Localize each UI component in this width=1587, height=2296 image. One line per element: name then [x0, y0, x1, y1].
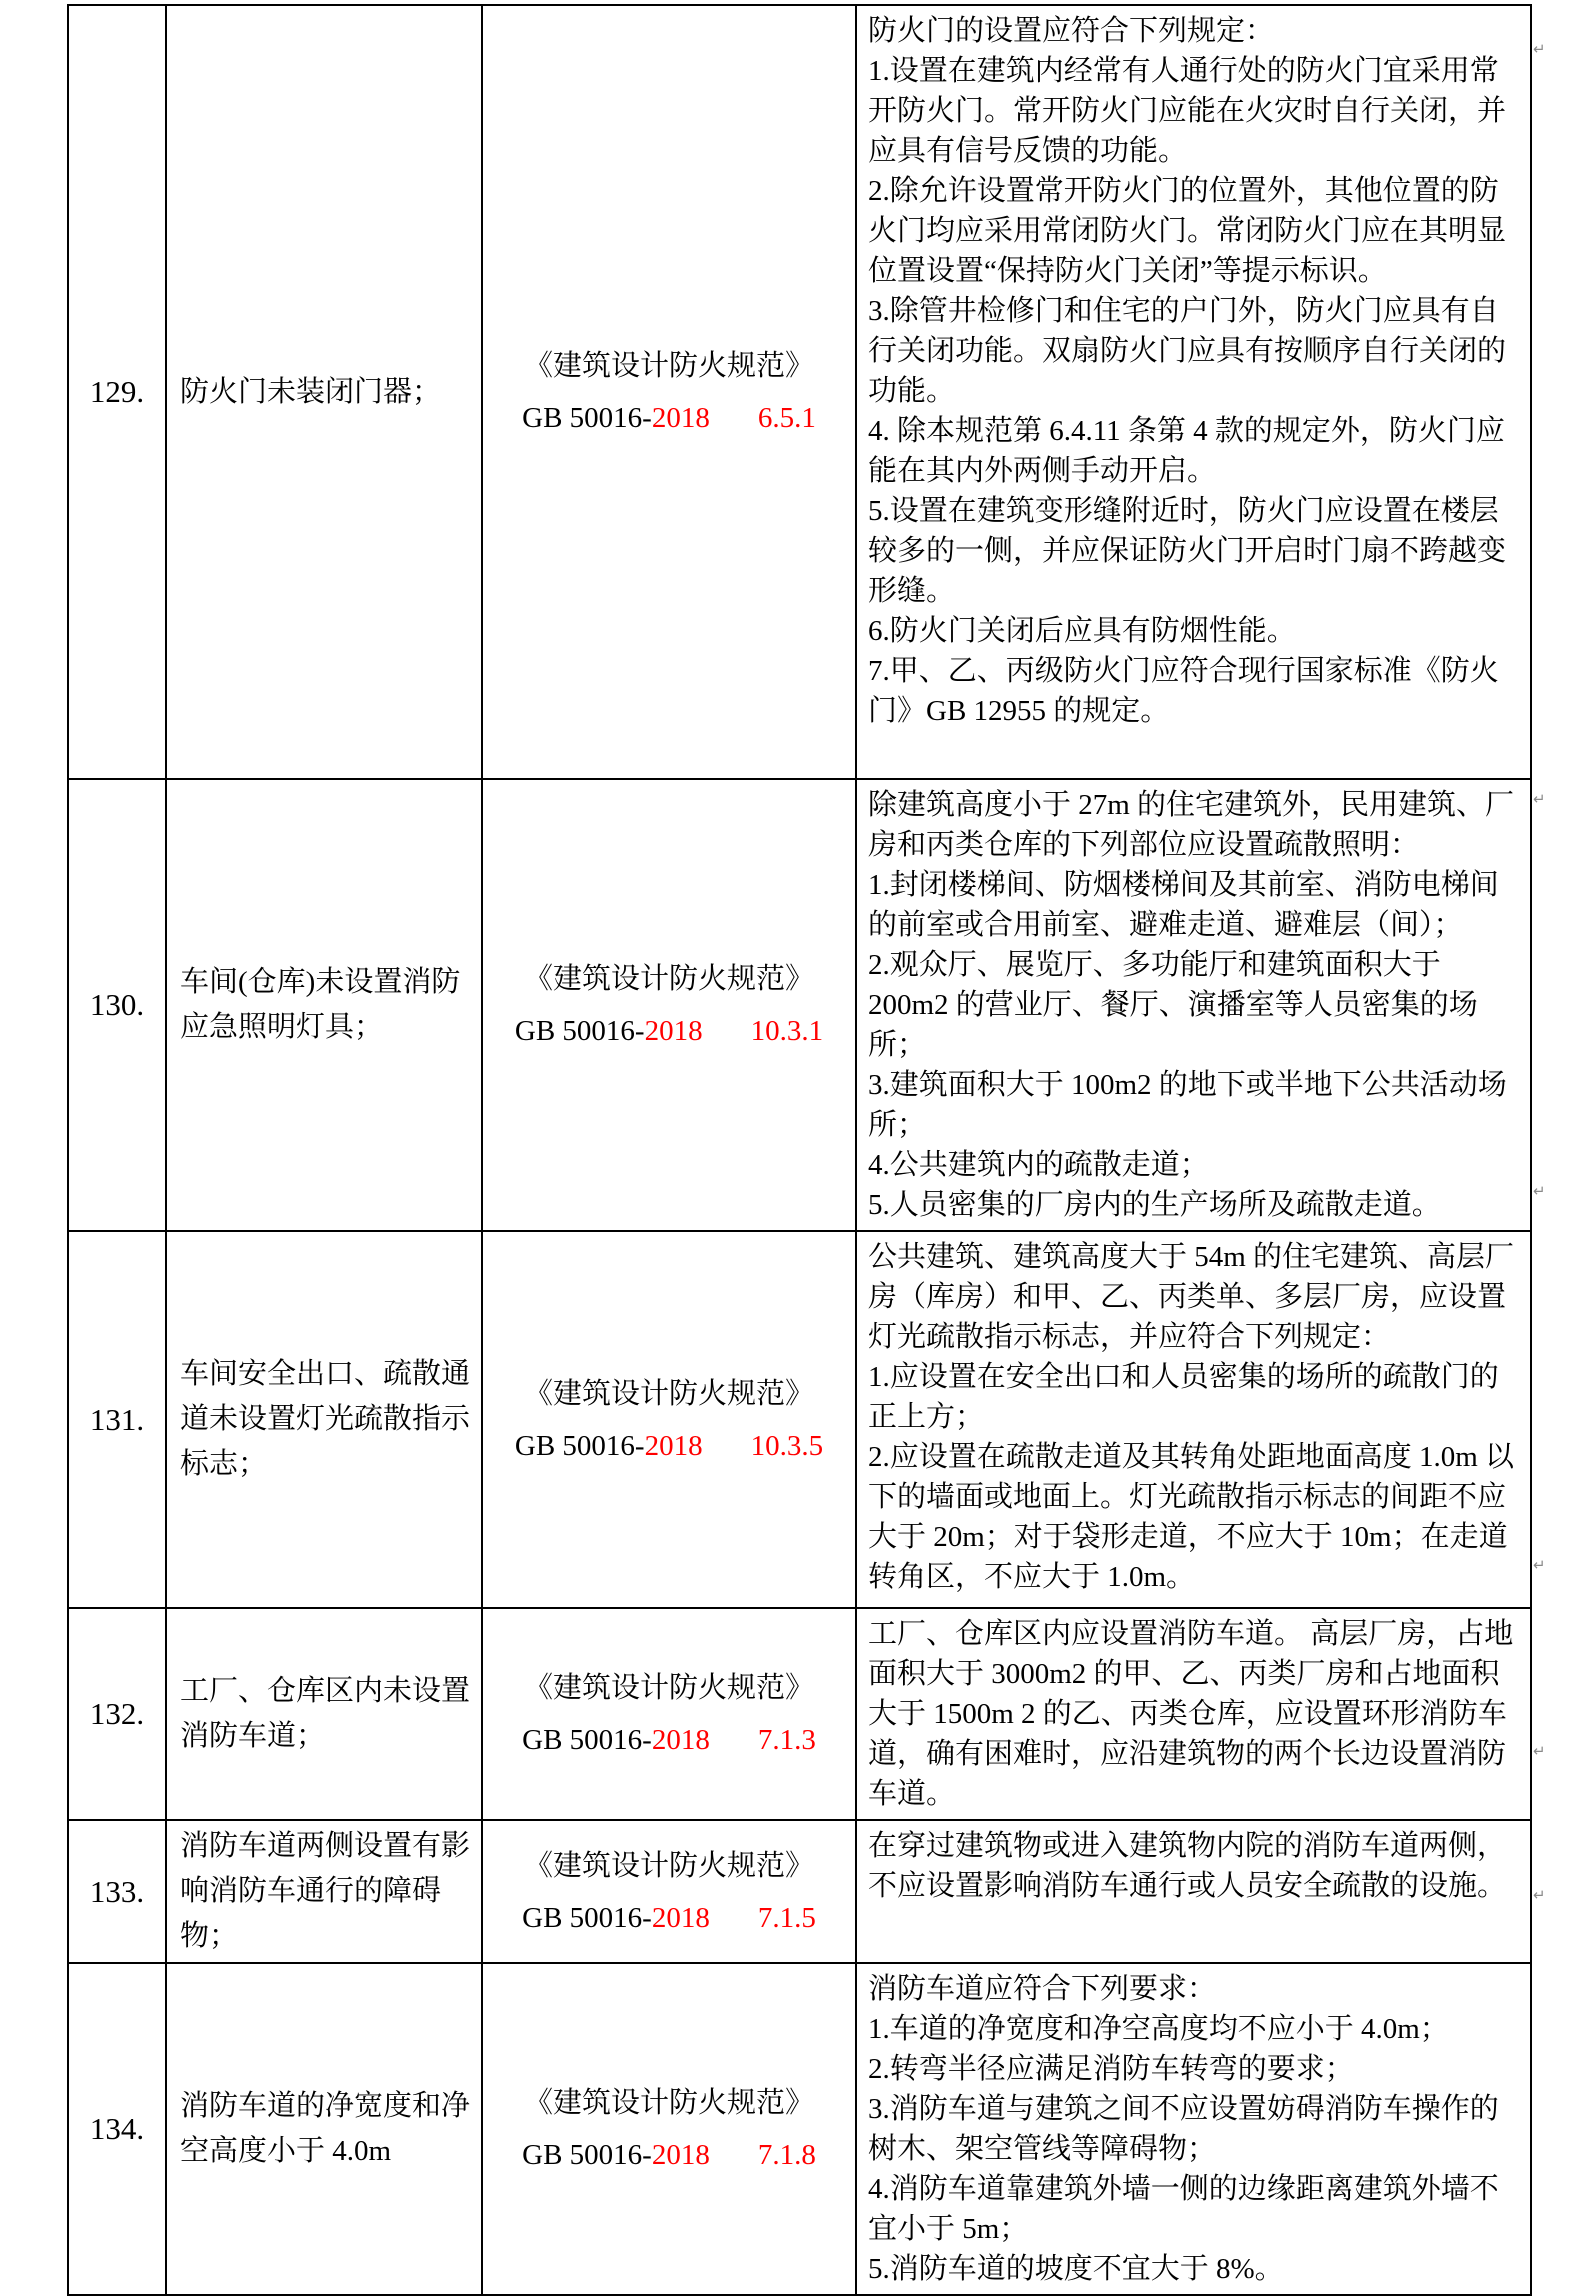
violation-description: 工厂、仓库区内未设置消防车道； — [180, 1675, 471, 1752]
row-number-cell — [69, 1821, 167, 1964]
table-row — [69, 1609, 1532, 1821]
standard-clause: 10.3.5 — [750, 1429, 824, 1462]
violation-description-cell — [167, 1821, 483, 1964]
violations-table — [67, 4, 1532, 2296]
paragraph-mark-icon: ↵ — [1533, 1556, 1546, 1574]
details-paragraph: 3.建筑面积大于 100m2 的地下或半地下公共活动场所； — [868, 1069, 1507, 1141]
standard-reference-cell — [483, 1609, 857, 1821]
standard-code-number: GB 50016- — [514, 1429, 645, 1462]
violation-description-cell — [167, 6, 483, 780]
row-number-cell — [69, 780, 167, 1232]
standard-code-year: 2018 — [651, 2139, 710, 2171]
row-number: 134. — [89, 2111, 145, 2146]
standard-title: 《建筑设计防火规范》 — [523, 1849, 814, 1882]
requirement-details-cell — [857, 1964, 1532, 2296]
violation-description-cell — [167, 780, 483, 1232]
details-paragraph: 2.转弯半径应满足消防车转弯的要求； — [868, 2053, 1354, 2085]
details-paragraph: 消防车道应符合下列要求： — [868, 1973, 1217, 2005]
violation-description: 消防车道的净宽度和净空高度小于 4.0m — [180, 2090, 471, 2167]
violation-description: 消防车道两侧设置有影响消防车通行的障碍物； — [180, 1830, 471, 1952]
details-paragraph: 1.设置在建筑内经常有人通行处的防火门宜采用常开防火门。常开防火门应能在火灾时自行关闭，并应具有信号反馈的功能。 — [868, 55, 1507, 167]
violation-description: 车间(仓库)未设置消防应急照明灯具； — [180, 966, 461, 1043]
standard-code-year: 2018 — [651, 1724, 710, 1756]
row-number-cell — [69, 6, 167, 780]
details-paragraph: 1.车道的净宽度和净空高度均不应小于 4.0m； — [868, 2013, 1449, 2045]
details-paragraph: 6.防火门关闭后应具有防烟性能。 — [868, 615, 1296, 647]
paragraph-mark-icon: ↵ — [1533, 40, 1546, 58]
standard-clause: 10.3.1 — [750, 1015, 824, 1047]
standard-title: 《建筑设计防火规范》 — [523, 350, 814, 382]
violation-description-cell — [167, 1964, 483, 2296]
paragraph-mark-icon: ↵ — [1533, 790, 1546, 808]
row-number-cell — [69, 1609, 167, 1821]
requirement-details-cell — [857, 6, 1532, 780]
details-paragraph: 3.消防车道与建筑之间不应设置妨碍消防车操作的树木、架空管线等障碍物； — [868, 2093, 1499, 2165]
table-row — [69, 1964, 1532, 2296]
standard-reference-cell — [483, 1964, 857, 2296]
standard-code-year: 2018 — [644, 1429, 703, 1462]
row-number-cell — [69, 1232, 167, 1609]
standard-clause: 7.1.3 — [757, 1724, 816, 1756]
standard-code — [515, 1005, 823, 1057]
details-paragraph: 2.应设置在疏散走道及其转角处距地面高度 1.0m 以下的墙面或地面上。灯光疏散指示标志的间距不应大于 20m；对于袋形走道，不应大于 10m；在走道转角区，不应大于 1.0m。 — [868, 1441, 1515, 1593]
standard-code — [522, 392, 816, 444]
table-row — [69, 780, 1532, 1232]
details-paragraph: 4.消防车道靠建筑外墙一侧的边缘距离建筑外墙不宜小于 5m； — [868, 2173, 1499, 2245]
standard-clause: 6.5.1 — [757, 402, 816, 434]
standard-reference-cell — [483, 780, 857, 1232]
standard-code — [522, 1714, 816, 1766]
standard-title: 《建筑设计防火规范》 — [523, 963, 814, 995]
standard-code-number: GB 50016- — [514, 1015, 645, 1047]
standard-clause: 7.1.5 — [757, 1901, 816, 1934]
violation-description-cell — [167, 1609, 483, 1821]
row-number: 130. — [89, 987, 145, 1022]
standard-code-number: GB 50016- — [522, 2139, 652, 2171]
table-row — [69, 1821, 1532, 1964]
details-paragraph: 5.消防车道的坡度不宜大于 8%。 — [868, 2253, 1284, 2285]
standard-code-year: 2018 — [651, 402, 710, 434]
standard-reference-cell — [483, 1821, 857, 1964]
requirement-details-cell — [857, 1232, 1532, 1609]
standard-code — [522, 1892, 816, 1944]
details-paragraph: 2.除允许设置常开防火门的位置外，其他位置的防火门均应采用常闭防火门。常闭防火门应在其明显位置设置“保持防火门关闭”等提示标识。 — [868, 175, 1507, 287]
paragraph-mark-icon: ↵ — [1533, 1886, 1546, 1904]
row-number: 133. — [89, 1873, 145, 1909]
standard-title: 《建筑设计防火规范》 — [523, 2087, 814, 2119]
details-paragraph: 除建筑高度小于 27m 的住宅建筑外，民用建筑、厂房和丙类仓库的下列部位应设置疏散照明： — [868, 789, 1515, 861]
standard-code-year: 2018 — [644, 1015, 703, 1047]
paragraph-mark-icon: ↵ — [1533, 1742, 1546, 1760]
standard-code — [522, 2129, 816, 2181]
details-paragraph: 公共建筑、建筑高度大于 54m 的住宅建筑、高层厂房（库房）和甲、乙、丙类单、多层厂房，应设置灯光疏散指示标志，并应符合下列规定： — [868, 1241, 1515, 1353]
requirement-details-cell — [857, 1609, 1532, 1821]
violation-description: 车间安全出口、疏散通道未设置灯光疏散指示标志； — [180, 1358, 471, 1480]
row-number: 131. — [89, 1401, 145, 1437]
standard-code-year: 2018 — [651, 1901, 710, 1934]
standard-code-number: GB 50016- — [522, 1724, 652, 1756]
standard-title: 《建筑设计防火规范》 — [523, 1377, 814, 1410]
standard-code-number: GB 50016- — [522, 402, 652, 434]
details-paragraph: 4. 除本规范第 6.4.11 条第 4 款的规定外，防火门应能在其内外两侧手动开启。 — [868, 415, 1505, 487]
row-number: 132. — [89, 1696, 145, 1731]
details-paragraph: 1.应设置在安全出口和人员密集的场所的疏散门的正上方； — [868, 1361, 1499, 1433]
requirement-details-cell — [857, 1821, 1532, 1964]
row-number-cell — [69, 1964, 167, 2296]
table-row — [69, 6, 1532, 780]
violation-description: 防火门未装闭门器； — [180, 375, 442, 408]
standard-reference-cell — [483, 1232, 857, 1609]
details-paragraph: 防火门的设置应符合下列规定： — [868, 15, 1275, 47]
standard-title: 《建筑设计防火规范》 — [523, 1672, 814, 1704]
details-paragraph: 在穿过建筑物或进入建筑物内院的消防车道两侧，不应设置影响消防车通行或人员安全疏散的设施。 — [868, 1830, 1507, 1902]
details-paragraph: 5.设置在建筑变形缝附近时，防火门应设置在楼层较多的一侧，并应保证防火门开启时门扇不跨越变形缝。 — [868, 495, 1507, 607]
details-paragraph: 5.人员密集的厂房内的生产场所及疏散走道。 — [868, 1189, 1441, 1221]
requirement-details-cell — [857, 780, 1532, 1232]
standard-code-number: GB 50016- — [522, 1901, 652, 1934]
details-paragraph: 7.甲、乙、丙级防火门应符合现行国家标准《防火门》GB 12955 的规定。 — [868, 655, 1499, 727]
details-paragraph: 4.公共建筑内的疏散走道； — [868, 1149, 1209, 1181]
paragraph-mark-icon: ↵ — [1533, 1182, 1546, 1200]
details-paragraph: 工厂、仓库区内应设置消防车道。 高层厂房，占地面积大于 3000m2 的甲、乙、丙类厂房和占地面积大于 1500m 2 的乙、丙类仓库，应设置环形消防车道，确有困难时，应沿建筑物的两个长边设置消防车道。 — [868, 1618, 1514, 1810]
standard-clause: 7.1.8 — [757, 2139, 816, 2171]
violation-description-cell — [167, 1232, 483, 1609]
row-number: 129. — [89, 374, 145, 409]
table-row — [69, 1232, 1532, 1609]
details-paragraph: 1.封闭楼梯间、防烟楼梯间及其前室、消防电梯间的前室或合用前室、避难走道、避难层（间）； — [868, 869, 1499, 941]
standard-code — [515, 1420, 823, 1472]
details-paragraph: 3.除管井检修门和住宅的户门外，防火门应具有自行关闭功能。双扇防火门应具有按顺序自行关闭的功能。 — [868, 295, 1507, 407]
standard-reference-cell — [483, 6, 857, 780]
details-paragraph: 2.观众厅、展览厅、多功能厅和建筑面积大于 200m2 的营业厅、餐厅、演播室等人员密集的场所； — [868, 949, 1478, 1061]
